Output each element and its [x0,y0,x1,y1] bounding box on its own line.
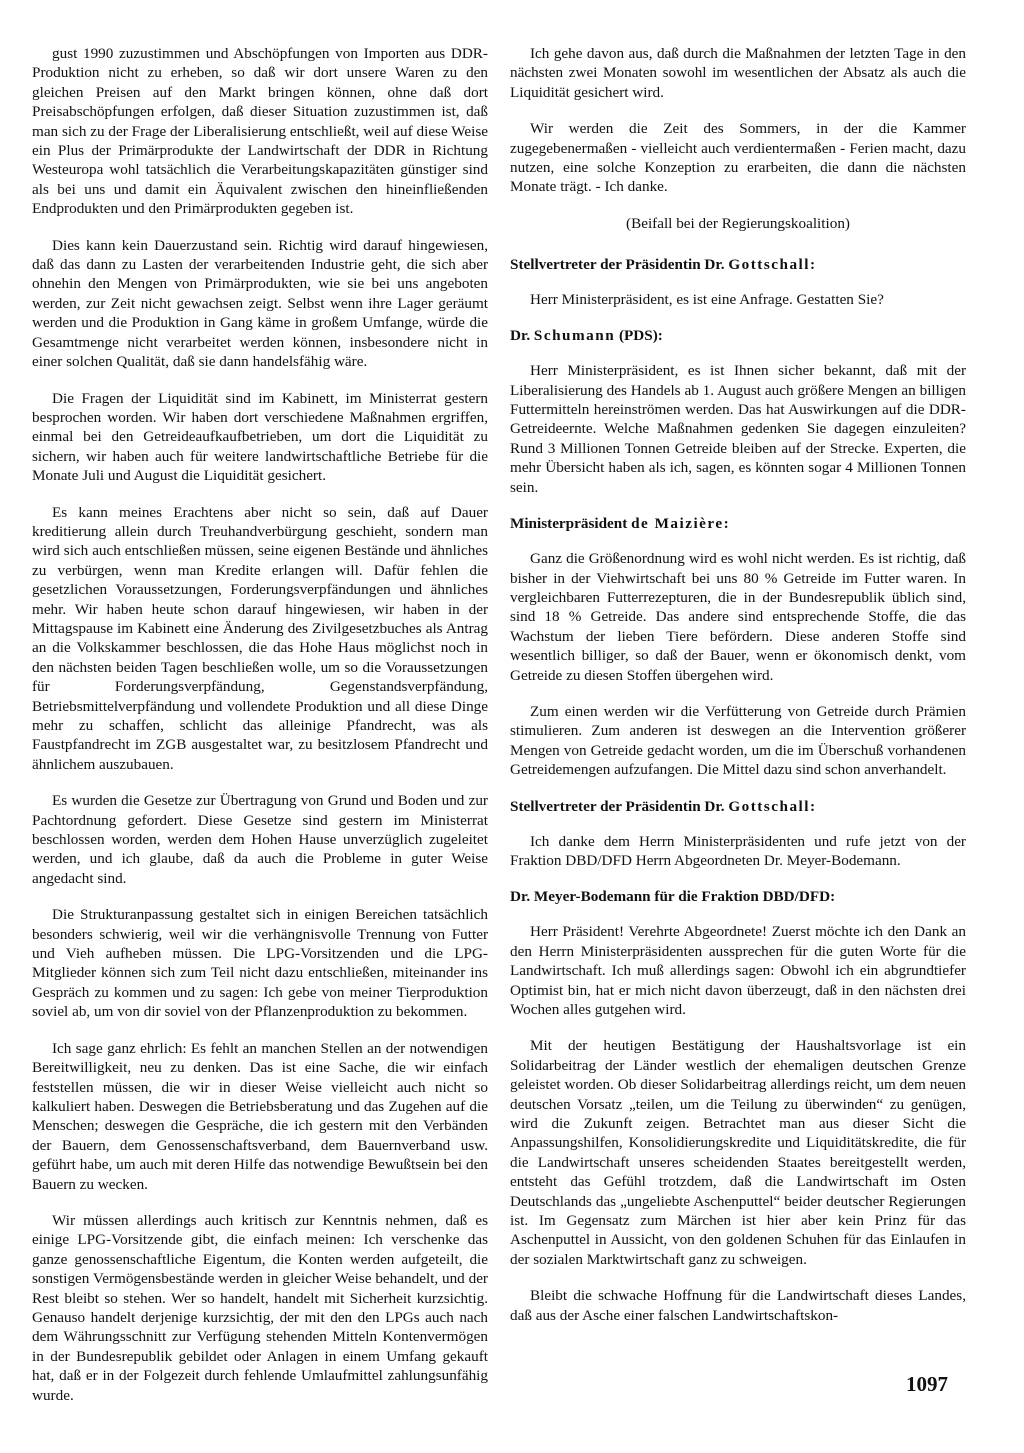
paragraph: Ganz die Größenordnung wird es wohl nicht werden. Es ist richtig, daß bisher in der Viehwirtschaft bei uns 80 % Getreide im Futter waren. In vergleichbaren Futterrezepturen, die in der Bundesrepublik üblich sind, sind 18 % Getreide. Das andere sind entsprechende Stoffe, die das Wachstum der lieben Tiere befördern. Diese anderen Stoffe sind wesentlich billiger, so daß der Bauer, wenn er ökonomisch denkt, vom Getreide zu diesen Stoffen übergehen wird. [510,550,966,684]
paragraph: Ich gehe davon aus, daß durch die Maßnahmen der letzten Tage in den nächsten zwei Monaten sowohl im wesentlichen der Absatz als auch die Liquidität gesichert wird. [510,45,966,101]
right-column [510,44,966,1342]
paragraph: gust 1990 zuzustimmen und Abschöpfungen von Importen aus DDR-Produktion nicht zu erheben, so daß wir dort unsere Waren zu den gleichen Preisen auf den Markt bringen können, ohne daß dort Preisabschöpfungen erfolgen, daß dieser Situation zuzustimmen ist, daß man sich zu der Frage der Liberalisierung entschließt, weil auf diese Weise ein Plus der Primärprodukte der Landwirtschaft der DDR in Richtung Westeuropa wohl tatsächlich die Verarbeitungskapazitäten günstiger sind als bei uns und damit ein Äquivalent zwischen den hineinfließenden Endprodukten und den Primärprodukten gegeben ist. [32,45,488,218]
paragraph: Mit der heutigen Bestätigung der Haushaltsvorlage ist ein Solidarbeitrag der Länder westlich der ehemaligen deutschen Grenze geleistet worden. Ob dieser Solidarbeitrag allerdings reicht, um dem neuen deutschen Vorsatz „teilen, um die Teilung zu überwinden“ zu genügen, wird die Zukunft zeigen. Betrachtet man aus dieser Sicht die Anpassungshilfen, Konsolidierungskredite und Liquiditätskredite, die für die Landwirtschaft unseres scheidenden Staates bereitgestellt werden, entsteht das Gefühl trotzdem, daß die Landwirtschaft im Osten Deutschlands das „ungeliebte Aschenputtel“ beider deutscher Regierungen ist. Im Gegensatz zum Märchen ist hier aber kein Prinz für das Aschenputtel in Aussicht, von den goldenen Schuhen für das Einlaufen in der sozialen Marktwirtschaft ganz zu schweigen. [510,1037,966,1268]
speaker-title: Stellvertreter der Präsidentin Dr. [510,255,725,273]
speaker-heading [510,797,966,816]
paragraph: Ich danke dem Herrn Ministerpräsidenten und rufe jetzt von der Fraktion DBD/DFD Herrn Abgeordneten Dr. Meyer-Bodemann. [510,832,966,869]
paragraph: Wir müssen allerdings auch kritisch zur Kenntnis nehmen, daß es einige LPG-Vorsitzende gibt, die einfach meinen: Ich verschenke das ganze genossenschaftliche Eigentum, die Konten werden aufgeteilt, die sonstigen Vermögensbestände werden in gleicher Weise behandelt, und der Rest bleibt so stehen. Wer so handelt, handelt mit Sicherheit kurzsichtig. Genauso handelt derjenige kurzsichtig, der mit den den LPGs auch nach dem Währungsschnitt zur Verfügung stehenden Mitteln Kontenvermögen in der Bundesrepublik gebildet oder Anlagen in einem Umfang gekauft hat, daß er in der Folgezeit durch fehlende Umlaufmittel zahlungsunfähig wurde. [32,1211,488,1404]
speaker-heading [510,887,966,906]
speaker-title: Dr. [510,888,531,906]
speaker-title: Stellvertreter der Präsidentin Dr. [510,797,725,815]
paragraph: Dies kann kein Dauerzustand sein. Richtig wird darauf hingewiesen, daß das dann zu Lasten der verarbeitenden Industrie geht, die sich aber ohnehin den Mengen von Primärprodukten, wie sie bei uns angeboten werden, zur Zeit nicht gewachsen zeigt. Selbst wenn ihre Lager geräumt werden und die Produktion in Gang käme in großem Umfange, würde die Gesamtmenge nicht verarbeitet werden können, insbesondere nicht in einer solchen Qualität, daß sie dann handelsfähig wäre. [32,236,488,371]
paragraph: Wir werden die Zeit des Sommers, in der die Kammer zugegebenermaßen - vielleicht auch verdientermaßen - Ferien macht, dazu nutzen, eine solche Konzeption zu erarbeiten, die dann die nächsten Monate trägt. - Ich danke. [510,120,966,196]
paragraph: Herr Ministerpräsident, es ist Ihnen sicher bekannt, daß mit der Liberalisierung des Handels ab 1. August auch größere Mengen an billigen Futtermitteln hereinströmen werden. Das hat Auswirkungen auf die DDR-Getreideernte. Welche Maßnahmen gedenken Sie dagegen einzuleiten? Rund 3 Millionen Tonnen Getreide bleiben auf der Strecke. Experten, die mehr Übersicht haben als ich, sagen, es könnten sogar 4 Millionen Tonnen sein. [510,362,966,496]
speaker-title: Ministerpräsident [510,515,628,533]
speaker-party: (PDS): [618,327,663,345]
speaker-title: Dr. [510,327,531,345]
paragraph: Die Strukturanpassung gestaltet sich in einigen Bereichen tatsächlich besonders schwierig, weil wir die verhängnisvolle Trennung von Futter und Vieh aufheben müssen. Die LPG-Vorsitzenden und die LPG-Mitglieder können sich zum Teil nicht dazu entschließen, miteinander ins Gespräch zu kommen und zu sagen: Ich gebe von meiner Tierproduktion soviel ab, um von dir soviel von der Pflanzenproduktion zu bekommen. [32,906,488,1021]
speaker-heading [510,326,966,345]
speaker-name: Meyer-Bodemann [533,888,651,906]
applause-note: (Beifall bei der Regierungskoalition) [626,214,850,232]
paragraph: Es wurden die Gesetze zur Übertragung von Grund und Boden und zur Pachtordnung gefordert. Diese Gesetze sind gestern im Ministerrat beschlossen worden, werden dem Hohen Hause unverzüglich zugeleitet werden, und ich glaube, daß da auch die Probleme in guter Weise angedacht sind. [32,792,488,887]
page-number: 1097 [906,1372,948,1396]
speaker-name: Schumann [533,327,616,345]
speaker-name: Gottschall: [728,255,817,273]
paragraph: Es kann meines Erachtens aber nicht so sein, daß auf Dauer kreditierung allein durch Treuhandverbürgung geschieht, sondern man wird sich auch entschließen müssen, seine eigenen Bestände und ähnliches zu verbürgen, wenn man Kredite erlangen will. Dafür fehlen die gesetzlichen Voraussetzungen, Forderungsverpfändungen und ähnliches mehr. Wir haben heute schon darauf hingewiesen, wir haben in der Mittagspause im Kabinett eine Änderung des Zivilgesetzbuches als Antrag an die Volkskammer beschlossen, die das Hohe Haus möglichst noch in den nächsten beiden Tagen beschließen wolle, um so die Voraussetzungen für Forderungsverpfändung, Gegenstandsverpfändung, Betriebsmittelverpfändung und vollendete Produktion und all diese Dinge mehr zu schaffen, schlicht das alleinige Pfandrecht, was als Faustpfandrecht im ZGB ausgestaltet war, zu besitzlosem Pfandrecht und ähnlichem auszubauen. [32,503,488,773]
paragraph: Herr Präsident! Verehrte Abgeordnete! Zuerst möchte ich den Dank an den Herrn Ministerpräsidenten aussprechen für die guten Worte für die Landwirtschaft. Ich muß allerdings sagen: Obwohl ich ein abgrundtiefer Optimist bin, hat er mich nicht davon überzeugt, daß in den nächsten drei Wochen alles gutgehen wird. [510,923,966,1018]
paragraph: Zum einen werden wir die Verfütterung von Getreide durch Prämien stimulieren. Zum anderen ist deswegen an die Intervention größerer Mengen von Getreide gedacht worden, um die im Überschuß vorhandenen Getreidemengen aufzufangen. Die Mittel dazu sind schon anverhandelt. [510,702,966,779]
paragraph: Herr Ministerpräsident, es ist eine Anfrage. Gestatten Sie? [530,290,884,308]
speaker-name: de Maizière: [631,515,731,533]
paragraph: Ich sage ganz ehrlich: Es fehlt an manchen Stellen an der notwendigen Bereitwilligkeit, neu zu denken. Das ist eine Sache, die wir einfach feststellen müssen, die wir in dieser Weise vielleicht auch nicht so kalkuliert haben. Deswegen die Betriebsberatung und das Zugehen auf die Menschen; deswegen die Gespräche, die ich gestern mit den Verbänden der Bauern, dem Genossenschaftsverband, dem Bauernverband usw. geführt habe, um auch mit deren Hilfe das notwendige Bewußtsein bei den Bauern zu wecken. [32,1039,488,1193]
left-column [32,44,488,1422]
paragraph: Die Fragen der Liquidität sind im Kabinett, im Ministerrat gestern besprochen worden. Wir haben dort verschiedene Maßnahmen ergriffen, einmal bei den Getreideaufkaufbetrieben, um dort die Liquidität zu sichern, wir haben auch für weitere landwirtschaftliche Betriebe für die Monate Juli und August die Liquidität gesichert. [32,389,488,485]
speaker-heading [510,514,966,533]
speaker-party: für die Fraktion DBD/DFD: [654,888,836,906]
speaker-name: Gottschall: [728,797,817,815]
paragraph: Bleibt die schwache Hoffnung für die Landwirtschaft dieses Landes, daß aus der Asche einer falschen Landwirtschaftskon- [510,1287,966,1324]
speaker-heading [510,255,966,274]
